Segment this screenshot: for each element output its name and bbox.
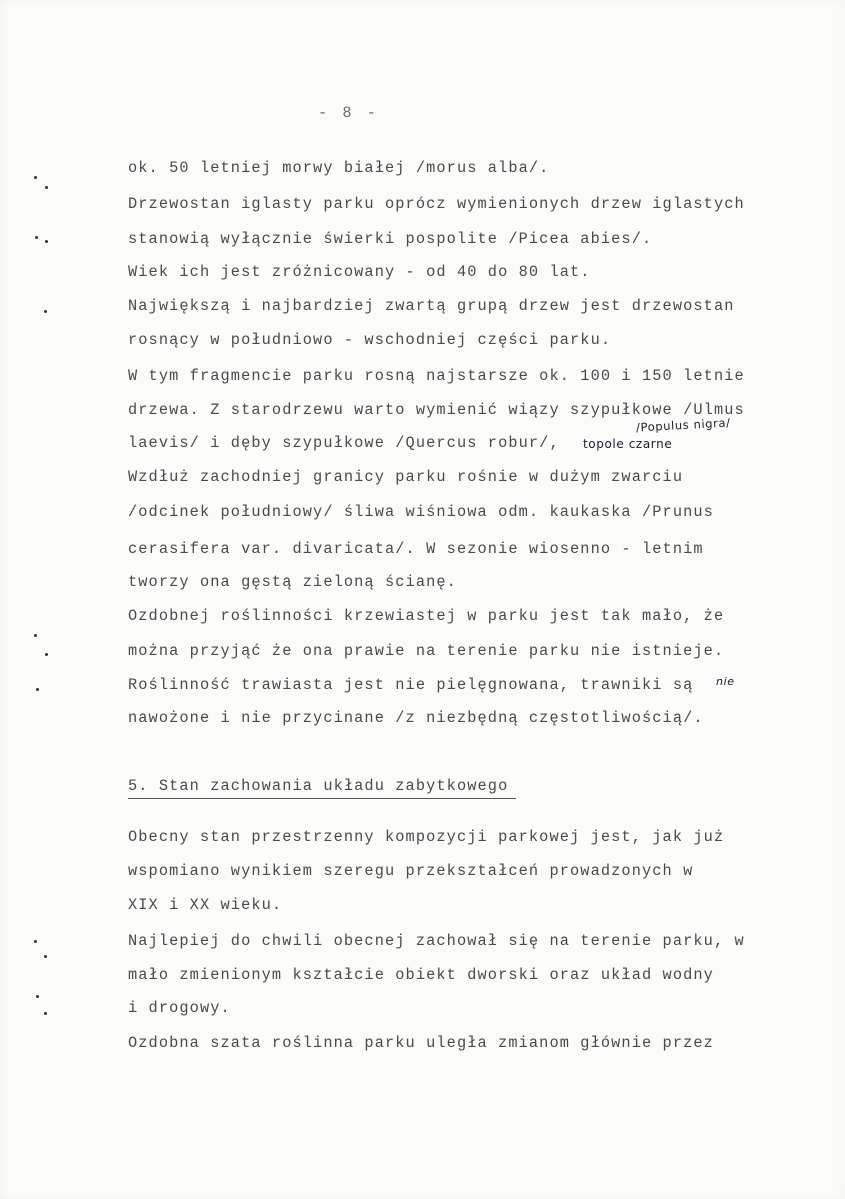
margin-mark [35, 236, 38, 239]
text-line: Drzewostan iglasty parku oprócz wymienionych drzew iglastych [128, 195, 745, 213]
text-line: Wzdłuż zachodniej granicy parku rośnie w dużym zwarciu [128, 468, 684, 486]
handwritten-annotation: /Populus nigra/ [635, 415, 731, 435]
margin-mark [44, 310, 47, 313]
text-line: stanowią wyłącznie świerki pospolite /Picea abies/. [128, 230, 653, 248]
text-line: mało zmienionym kształcie obiekt dworski oraz układ wodny [128, 966, 714, 984]
page-number: - 8 - [318, 104, 379, 122]
text-line: wspomiano wynikiem szeregu przekształceń prowadzonych w [128, 862, 694, 880]
handwritten-annotation: nie [716, 675, 735, 688]
margin-mark [44, 955, 47, 958]
text-line: ok. 50 letniej morwy białej /morus alba/. [128, 159, 550, 177]
text-line: tworzy ona gęstą zieloną ścianę. [128, 573, 457, 591]
margin-mark [44, 1012, 47, 1015]
text-line: Roślinność trawiasta jest nie pielęgnowana, trawniki są [128, 676, 694, 694]
section-heading: 5. Stan zachowania układu zabytkowego [128, 777, 516, 799]
text-line: cerasifera var. divaricata/. W sezonie wiosenno - letnim [128, 540, 704, 558]
text-line: można przyjąć że ona prawie na terenie parku nie istnieje. [128, 642, 725, 660]
text-line: Wiek ich jest zróżnicowany - od 40 do 80 lat. [128, 263, 591, 281]
text-line: Najlepiej do chwili obecnej zachował się na terenie parku, w [128, 932, 745, 950]
text-line: Ozdobna szata roślinna parku uległa zmianom głównie przez [128, 1034, 714, 1052]
margin-mark [45, 240, 48, 243]
margin-mark [36, 688, 39, 691]
text-line: laevis/ i dęby szypułkowe /Quercus robur/, [128, 434, 560, 452]
text-line: Największą i najbardziej zwartą grupą drzew jest drzewostan [128, 297, 735, 315]
handwritten-annotation: topole czarne [583, 437, 673, 451]
margin-mark [34, 634, 37, 637]
text-line: /odcinek południowy/ śliwa wiśniowa odm. kaukaska /Prunus [128, 503, 714, 521]
margin-mark [34, 176, 37, 179]
margin-mark [34, 940, 37, 943]
text-line: XIX i XX wieku. [128, 896, 283, 914]
text-line: Obecny stan przestrzenny kompozycji parkowej jest, jak już [128, 828, 725, 846]
margin-mark [45, 186, 48, 189]
text-line: nawożone i nie przycinane /z niezbędną częstotliwością/. [128, 709, 704, 727]
text-line: i drogowy. [128, 999, 231, 1017]
text-line: rosnący w południowo - wschodniej części parku. [128, 331, 612, 349]
margin-mark [36, 995, 39, 998]
text-line: Ozdobnej roślinności krzewiastej w parku jest tak mało, że [128, 607, 725, 625]
text-line: W tym fragmencie parku rosną najstarsze ok. 100 i 150 letnie [128, 367, 745, 385]
text-line: drzewa. Z starodrzewu warto wymienić wiązy szypułkowe /Ulmus [128, 401, 745, 419]
margin-mark [45, 653, 48, 656]
